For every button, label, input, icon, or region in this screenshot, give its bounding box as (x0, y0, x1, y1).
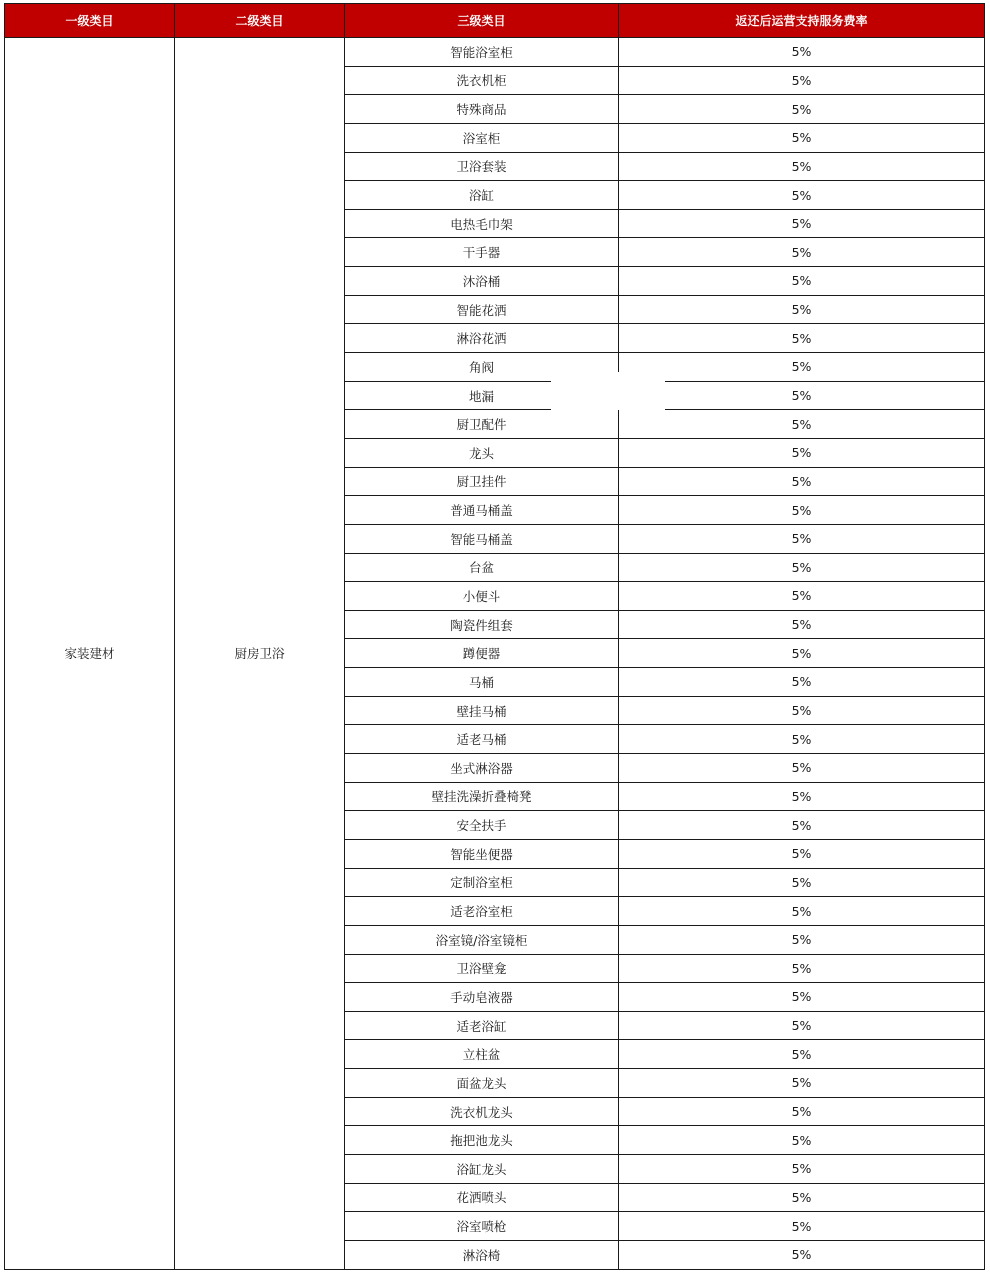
level1-category: 家装建材 (5, 38, 175, 1270)
header-level3: 三级类目 (345, 4, 619, 38)
level3-category: 立柱盆 (345, 1040, 619, 1069)
header-row (5, 4, 985, 38)
level3-category: 智能浴室柜 (345, 38, 619, 67)
level3-category: 干手器 (345, 238, 619, 267)
level3-category: 适老浴缸 (345, 1011, 619, 1040)
rate-cell: 5% (619, 1240, 985, 1269)
level3-category: 壁挂马桶 (345, 696, 619, 725)
rate-cell: 5% (619, 811, 985, 840)
rate-cell: 5% (619, 467, 985, 496)
level3-category: 特殊商品 (345, 95, 619, 124)
level3-category: 适老马桶 (345, 725, 619, 754)
level3-category: 花洒喷头 (345, 1183, 619, 1212)
level3-category: 浴缸龙头 (345, 1154, 619, 1183)
level3-category: 浴室镜/浴室镜柜 (345, 925, 619, 954)
header-rate: 返还后运营支持服务费率 (619, 4, 985, 38)
level3-category: 适老浴室柜 (345, 897, 619, 926)
rate-cell: 5% (619, 1154, 985, 1183)
rate-cell: 5% (619, 1183, 985, 1212)
table-row (5, 38, 985, 67)
rate-cell: 5% (619, 1212, 985, 1241)
level3-category: 智能马桶盖 (345, 524, 619, 553)
rate-cell: 5% (619, 610, 985, 639)
level3-category: 小便斗 (345, 582, 619, 611)
level3-category: 手动皂液器 (345, 983, 619, 1012)
level3-category: 陶瓷件组套 (345, 610, 619, 639)
rate-cell: 5% (619, 152, 985, 181)
rate-cell: 5% (619, 353, 985, 382)
rate-cell: 5% (619, 782, 985, 811)
level3-category: 普通马桶盖 (345, 496, 619, 525)
level2-category: 厨房卫浴 (175, 38, 345, 1270)
rate-cell: 5% (619, 696, 985, 725)
level3-category: 厨卫挂件 (345, 467, 619, 496)
rate-cell: 5% (619, 496, 985, 525)
level3-category: 浴室柜 (345, 123, 619, 152)
level3-category: 龙头 (345, 438, 619, 467)
rate-cell: 5% (619, 410, 985, 439)
level3-category: 智能花洒 (345, 295, 619, 324)
rate-cell: 5% (619, 725, 985, 754)
table-body (5, 38, 985, 1270)
rate-cell: 5% (619, 295, 985, 324)
header-level2: 二级类目 (175, 4, 345, 38)
level3-category: 淋浴椅 (345, 1240, 619, 1269)
level3-category: 智能坐便器 (345, 839, 619, 868)
rate-cell: 5% (619, 897, 985, 926)
rate-cell: 5% (619, 1097, 985, 1126)
rate-cell: 5% (619, 95, 985, 124)
level3-category: 坐式淋浴器 (345, 754, 619, 783)
level3-category: 拖把池龙头 (345, 1126, 619, 1155)
rate-cell: 5% (619, 954, 985, 983)
header-level1: 一级类目 (5, 4, 175, 38)
rate-cell: 5% (619, 553, 985, 582)
level3-category: 角阀 (345, 353, 619, 382)
rate-cell: 5% (619, 1069, 985, 1098)
level3-category: 卫浴套装 (345, 152, 619, 181)
rate-cell: 5% (619, 1040, 985, 1069)
rate-cell: 5% (619, 582, 985, 611)
rate-cell: 5% (619, 639, 985, 668)
level3-category: 壁挂洗澡折叠椅凳 (345, 782, 619, 811)
level3-category: 沐浴桶 (345, 267, 619, 296)
rate-cell: 5% (619, 868, 985, 897)
level3-category: 台盆 (345, 553, 619, 582)
level3-category: 淋浴花洒 (345, 324, 619, 353)
level3-category: 面盆龙头 (345, 1069, 619, 1098)
level3-category: 浴室喷枪 (345, 1212, 619, 1241)
rate-cell: 5% (619, 524, 985, 553)
rate-cell: 5% (619, 238, 985, 267)
level3-category: 洗衣机龙头 (345, 1097, 619, 1126)
level3-category: 蹲便器 (345, 639, 619, 668)
rate-cell: 5% (619, 181, 985, 210)
rate-cell: 5% (619, 38, 985, 67)
rate-cell: 5% (619, 209, 985, 238)
rate-cell: 5% (619, 66, 985, 95)
level3-category: 电热毛巾架 (345, 209, 619, 238)
rate-cell: 5% (619, 754, 985, 783)
rate-cell: 5% (619, 839, 985, 868)
rate-cell: 5% (619, 983, 985, 1012)
rate-cell: 5% (619, 438, 985, 467)
rate-cell: 5% (619, 324, 985, 353)
rate-cell: 5% (619, 381, 985, 410)
rate-cell: 5% (619, 1126, 985, 1155)
level3-category: 地漏 (345, 381, 619, 410)
rate-cell: 5% (619, 123, 985, 152)
level3-category: 马桶 (345, 668, 619, 697)
rate-cell: 5% (619, 668, 985, 697)
rate-cell: 5% (619, 267, 985, 296)
rate-cell: 5% (619, 1011, 985, 1040)
level3-category: 安全扶手 (345, 811, 619, 840)
fee-rate-table (4, 3, 985, 1270)
blank-patch (551, 372, 665, 410)
level3-category: 浴缸 (345, 181, 619, 210)
level3-category: 洗衣机柜 (345, 66, 619, 95)
level3-category: 卫浴壁龛 (345, 954, 619, 983)
level3-category: 定制浴室柜 (345, 868, 619, 897)
level3-category: 厨卫配件 (345, 410, 619, 439)
rate-cell: 5% (619, 925, 985, 954)
